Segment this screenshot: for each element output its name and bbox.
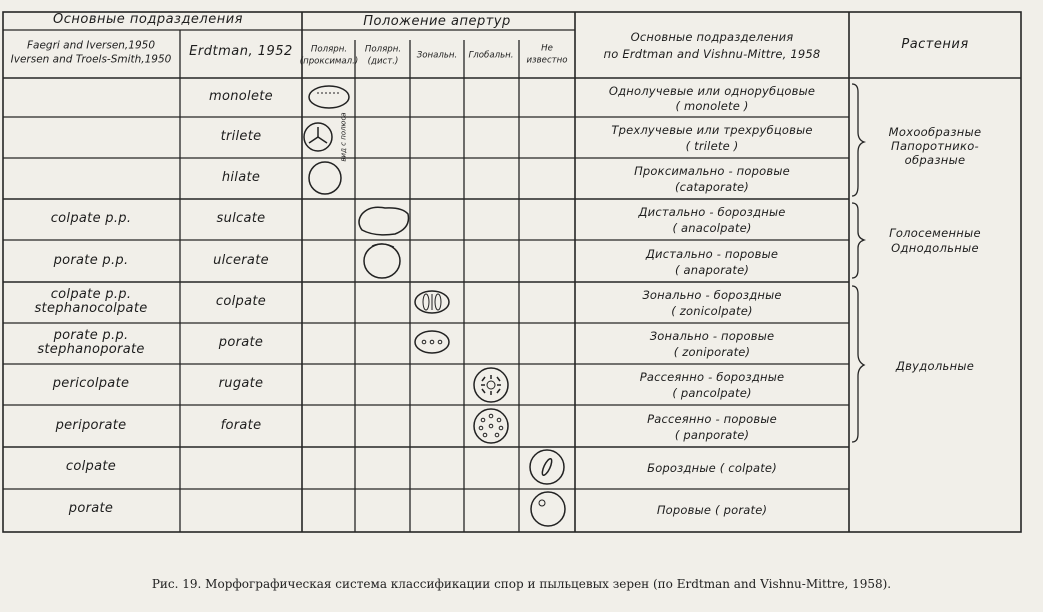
- class-zonicolpate-1: Зонально - бороздные: [642, 287, 782, 302]
- header-global: Глобальн.: [468, 50, 514, 61]
- faegri-porate: porate: [68, 501, 114, 517]
- erdtman-monolete: monolete: [209, 89, 273, 105]
- panporate-pollen-drawing: [474, 409, 508, 443]
- header-faegri-line1: Faegri and Iversen,1950: [27, 39, 155, 52]
- erdtman-sulcate: sulcate: [216, 211, 266, 227]
- class-pancolpate-1: Рассеянно - бороздные: [639, 369, 785, 384]
- class-trilete-1: Трехлучевые или трехрубцовые: [611, 122, 813, 137]
- zoniporate-pollen-drawing: [415, 331, 449, 353]
- header-polar-dist-1: Полярн.: [364, 44, 402, 55]
- header-zonal: Зональн.: [416, 50, 458, 61]
- header-polar-prox-1: Полярн.: [310, 44, 348, 55]
- erdtman-trilete: trilete: [220, 129, 262, 145]
- plants-group2-line2: Однодольные: [891, 240, 979, 255]
- plants-group3-line1: Двудольные: [895, 358, 975, 373]
- erdtman-rugate: rugate: [218, 376, 264, 392]
- header-main-divisions-2-line1: Основные подразделения: [630, 29, 794, 44]
- erdtman-porate: porate: [218, 335, 264, 351]
- sulcate-pollen-drawing: [359, 207, 408, 235]
- faegri-colpate: colpate: [65, 459, 117, 475]
- faegri-porate-pp-2: porate p.p.: [53, 328, 129, 344]
- class-hilate-1: Проксимально - поровые: [634, 163, 790, 178]
- hilate-spore-drawing: [309, 162, 341, 194]
- class-monolete-1: Однолучевые или однорубцовые: [608, 83, 816, 98]
- faegri-stephanocolpate: stephanocolpate: [34, 301, 148, 317]
- header-unknown-1: Не: [541, 43, 553, 54]
- plants-group1-line3: образные: [904, 152, 966, 167]
- ulcerate-pollen-drawing: [364, 244, 400, 278]
- faegri-pericolpate: pericolpate: [52, 376, 130, 392]
- faegri-periporate: periporate: [55, 418, 127, 434]
- class-monolete-2: ( monolete ): [675, 98, 749, 113]
- class-panporate-2: ( panporate): [674, 427, 750, 442]
- zonicolpate-pollen-drawing: [415, 291, 449, 313]
- class-zonicolpate-2: ( zonicolpate): [671, 303, 753, 318]
- header-erdtman: Erdtman, 1952: [189, 44, 293, 60]
- erdtman-hilate: hilate: [221, 170, 261, 186]
- faegri-porate-pp: porate p.p.: [53, 253, 129, 269]
- erdtman-forate: forate: [220, 418, 262, 434]
- plants-group1-line1: Мохообразные: [888, 124, 982, 139]
- trilete-note: вид с полюса: [339, 112, 348, 162]
- class-ulcerate-1: Дистально - поровые: [645, 246, 779, 261]
- header-polar-prox-2: (проксимал.): [299, 56, 359, 67]
- colpate-pollen-drawing: [530, 450, 564, 484]
- figure-caption: Рис. 19. Морфографическая система классификации спор и пыльцевых зерен (по Erdtman and Vishnu-Mittre, 1958).: [151, 577, 892, 591]
- header-unknown-2: известно: [526, 55, 568, 66]
- header-aperture-position: Положение апертур: [363, 14, 511, 30]
- class-pancolpate-2: ( pancolpate): [672, 385, 752, 400]
- header-polar-dist-2: (дист.): [367, 56, 399, 67]
- class-zoniporate-2: ( zoniporate): [673, 344, 751, 359]
- header-plants: Растения: [901, 37, 969, 53]
- faegri-colpate-pp-2: colpate p.p.: [50, 287, 132, 303]
- header-faegri-line2: Iversen and Troels-Smith,1950: [10, 53, 172, 66]
- faegri-stephanoporate: stephanoporate: [37, 342, 145, 358]
- class-porate: Поровые ( porate): [656, 502, 768, 517]
- monolete-spore-drawing: [309, 86, 349, 108]
- class-sulcate-2: ( anacolpate): [672, 220, 752, 235]
- header-main-divisions: Основные подразделения: [52, 12, 244, 28]
- class-colpate: Бороздные ( colpate): [647, 460, 777, 475]
- plants-group2-line1: Голосеменные: [889, 225, 981, 240]
- trilete-spore-drawing: [304, 123, 332, 151]
- erdtman-colpate: colpate: [215, 294, 267, 310]
- plants-group1-line2: Папоротнико-: [890, 138, 980, 153]
- class-trilete-2: ( trilete ): [685, 138, 739, 153]
- class-sulcate-1: Дистально - бороздные: [638, 204, 786, 219]
- header-main-divisions-2-line2: по Erdtman and Vishnu-Mittre, 1958: [603, 46, 821, 61]
- class-ulcerate-2: ( anaporate): [674, 262, 750, 277]
- faegri-colpate-pp: colpate p.p.: [50, 211, 132, 227]
- pancolpate-pollen-drawing: [474, 368, 508, 402]
- class-zoniporate-1: Зонально - поровые: [649, 328, 775, 343]
- porate-pollen-drawing: [531, 492, 565, 526]
- class-panporate-1: Рассеянно - поровые: [647, 411, 777, 426]
- erdtman-ulcerate: ulcerate: [213, 253, 269, 269]
- class-hilate-2: (cataporate): [675, 179, 749, 194]
